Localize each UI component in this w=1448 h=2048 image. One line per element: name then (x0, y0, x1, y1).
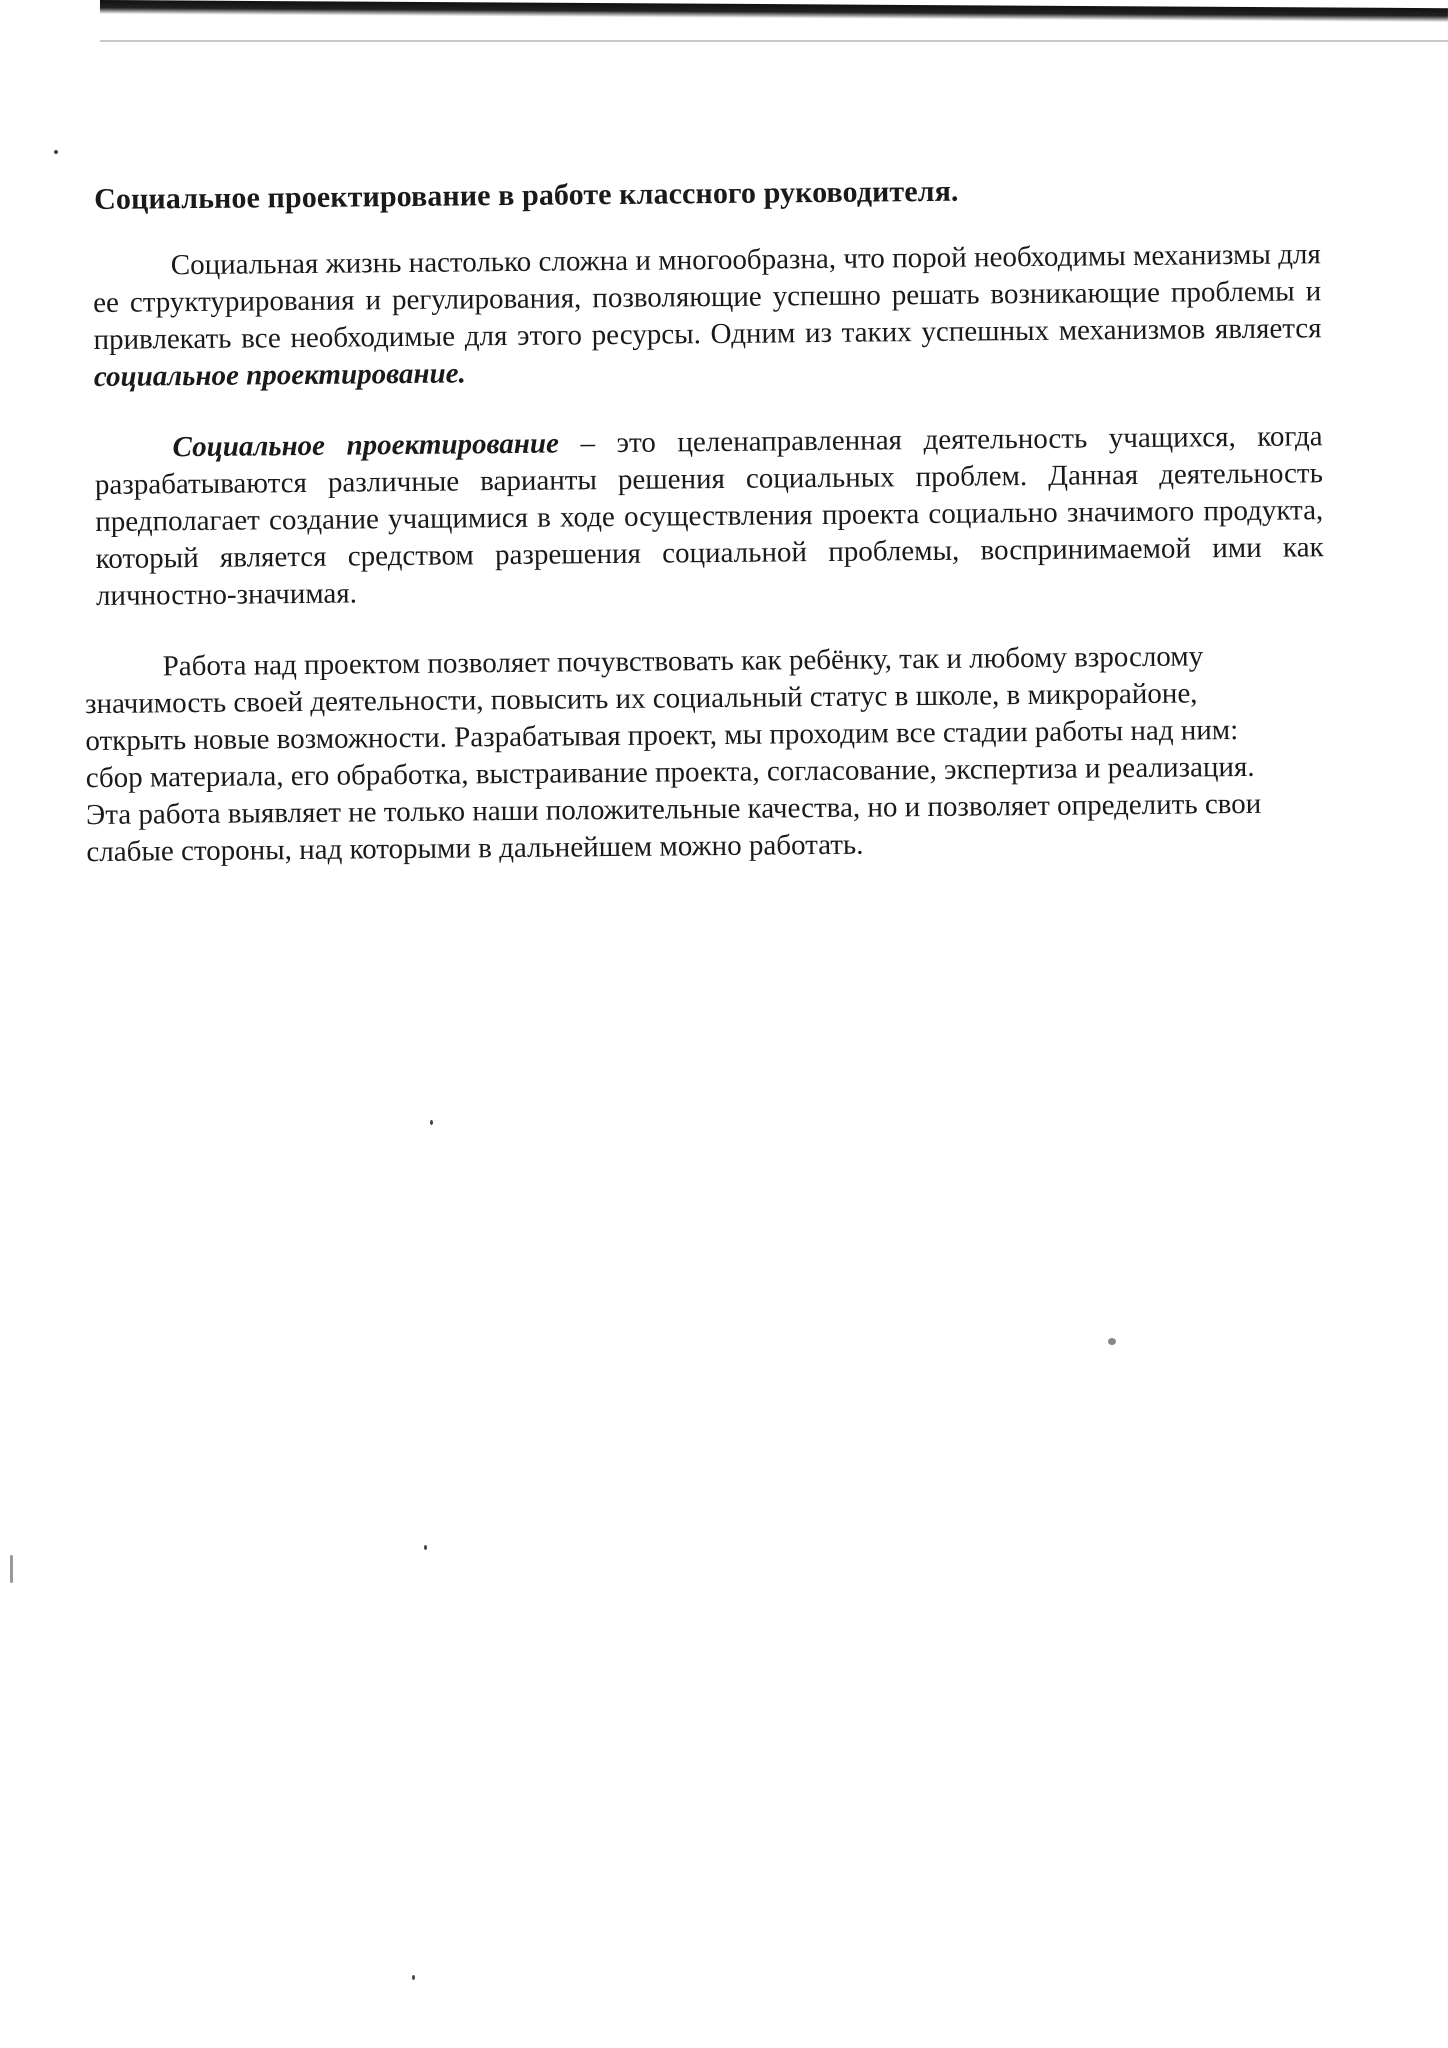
paragraph-definition-text: – это целенаправленная деятельность учащихся, когда разрабатываются различные варианты решения социальных проблем. Данная деятельность предполагает создание учащимися в ходе осуществления проекта социально значимого продукта, который является средством разрешения социальной проблемы, воспринимаемой ими как личностно-значимая. (94, 420, 1324, 612)
scan-speck (54, 150, 58, 154)
paragraph-intro-emphasis: социальное проектирование. (93, 357, 466, 393)
scan-top-edge (100, 0, 1448, 22)
document-page (84, 168, 1327, 905)
paragraph-intro (93, 236, 1322, 396)
scan-speck (424, 1545, 427, 1550)
scan-speck (412, 1975, 415, 1980)
scan-edge-line (100, 40, 1448, 42)
scan-speck (1108, 1338, 1116, 1345)
scan-speck (430, 1120, 433, 1125)
paragraph-project-work: Работа над проектом позволяет почувствовать как ребёнку, так и любому взрослому значимость своей деятельности, повысить их социальный статус в школе, в микрорайоне, открыть новые возможности. Разрабатывая проект, мы проходим все стадии работы над ним: сбор материала, его обработка, выстраивание проекта, согласование, экспертиза и реализация. Эта работа выявляет не только наши положительные качества, но и позволяет определить свои слабые стороны, над которыми в дальнейшем можно работать. (84, 640, 1262, 869)
scan-mark (10, 1555, 13, 1583)
document-title: Социальное проектирование в работе классного руководителя. (94, 174, 959, 216)
paragraph-definition-term: Социальное проектирование (172, 427, 560, 464)
paragraph-definition (94, 418, 1324, 615)
paragraph-intro-text: Социальная жизнь настолько сложна и многообразна, что порой необходимы механизмы для ее структурирования и регулирования, позволяющие успешно решать возникающие проблемы и привлекать все необходимые для этого ресурсы. Одним из таких успешных механизмов является (93, 238, 1322, 356)
